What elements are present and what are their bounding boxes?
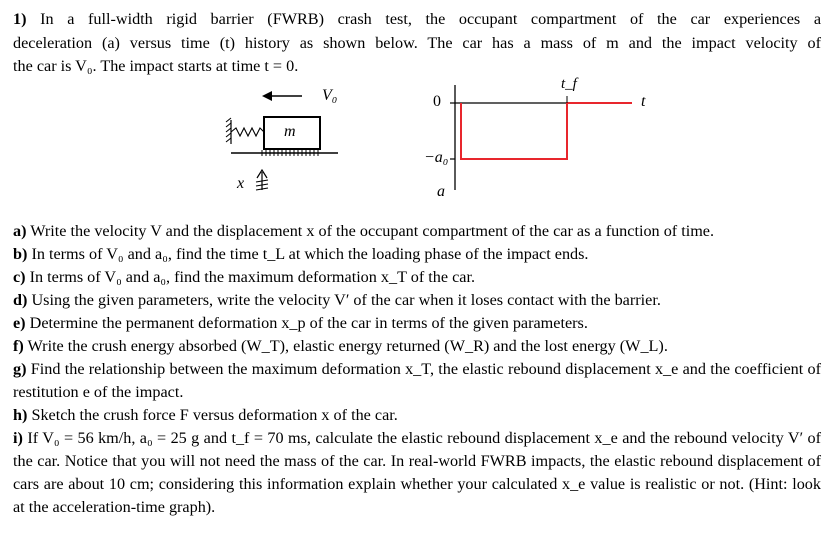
x-label: x <box>237 175 245 192</box>
zero-label: 0 <box>433 93 441 110</box>
question-label: i) <box>13 429 23 447</box>
question-text: In terms of V₀ and a₀, find the maximum deformation x_T of the car. <box>29 268 476 286</box>
question-label: c) <box>13 268 26 286</box>
deceleration-pulse <box>461 103 632 159</box>
velocity-label: V₀ <box>322 87 338 104</box>
question-label: f) <box>13 337 24 355</box>
question-text: Write the velocity V and the displacement x of the occupant compartment of the car as a function of time. <box>30 222 715 240</box>
ground-hatch <box>262 150 318 156</box>
t-axis-label: t <box>641 93 646 110</box>
crash-figure <box>0 0 837 210</box>
question-label: e) <box>13 314 26 332</box>
question-f <box>13 335 821 358</box>
tf-label: t_f <box>561 76 577 92</box>
neg-a0-label: −a₀ <box>424 149 449 166</box>
question-text: If V₀ = 56 km/h, a₀ = 25 g and t_f = 70 ms, calculate the elastic rebound displacement x_e and the rebound velocity V′ of the car. Notice that you will not need the mass of the car. In real-world FWRB impacts, the elastic rebound displacement of cars are about 10 cm; considering this information explain whether your calculated x_e value is realistic or not. (Hint: look at the acceleration-time graph). <box>13 429 822 516</box>
x-arrow-hatch <box>256 180 268 190</box>
question-text: Using the given parameters, write the velocity V′ of the car when it loses contact with the barrier. <box>31 291 661 309</box>
question-b <box>13 243 821 266</box>
problem-intro-line-3: the car is V₀. The impact starts at time t = 0. <box>13 57 299 75</box>
question-a <box>13 220 821 243</box>
question-label: b) <box>13 245 28 263</box>
intro-line-1-text: In a full-width rigid barrier (FWRB) crash test, the occupant compartment of the car experiences a <box>40 10 822 28</box>
question-text: Sketch the crush force F versus deformation x of the car. <box>31 406 398 424</box>
question-h <box>13 404 821 427</box>
question-i <box>13 427 821 519</box>
problem-number: 1) <box>13 10 27 28</box>
question-list <box>13 220 821 519</box>
question-c <box>13 266 821 289</box>
barrier-hatch <box>226 118 231 142</box>
question-g <box>13 358 821 404</box>
a-axis-label: a <box>437 183 445 200</box>
velocity-arrow-head <box>262 91 272 101</box>
question-text: In terms of V₀ and a₀, find the time t_L at which the loading phase of the impact ends. <box>31 245 589 263</box>
question-label: g) <box>13 360 27 378</box>
mass-label: m <box>284 123 296 140</box>
question-label: d) <box>13 291 28 309</box>
question-label: a) <box>13 222 27 240</box>
question-text: Determine the permanent deformation x_p of the car in terms of the given parameters. <box>29 314 588 332</box>
question-label: h) <box>13 406 28 424</box>
question-text: Find the relationship between the maximum deformation x_T, the elastic rebound displacement x_e and the coefficient of restitution e of the impact. <box>13 360 822 401</box>
problem-intro-line-2: deceleration (a) versus time (t) history as shown below. The car has a mass of m and the impact velocity of <box>13 34 821 52</box>
crash-figure-svg <box>0 0 837 210</box>
question-text: Write the crush energy absorbed (W_T), elastic energy returned (W_R) and the lost energy (W_L). <box>27 337 668 355</box>
spring <box>231 128 264 136</box>
question-e <box>13 312 821 335</box>
question-d <box>13 289 821 312</box>
